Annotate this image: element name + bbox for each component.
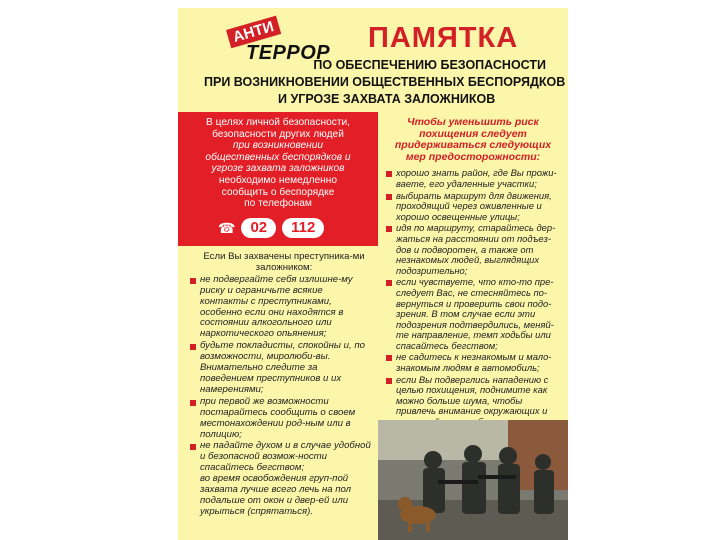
subtitle-line-3: И УГРОЗЕ ЗАХВАТА ЗАЛОЖНИКОВ — [278, 92, 496, 106]
list-item: не падайте духом и в случае удобной и безопасной возмож-ности спасайтесь бегством; — [190, 441, 372, 474]
logo-terror: ТЕРРОР — [246, 42, 331, 64]
list-item: во время освобождения груп-пой захвата лучше всего лечь на пол подальше от окон и двер-ей или укрыться (спрятаться). — [200, 473, 352, 517]
precautions-list — [378, 163, 568, 438]
emergency-box — [178, 112, 378, 246]
emergency-line: при возникновении — [232, 140, 324, 152]
right-column — [378, 112, 568, 438]
memo-poster — [178, 8, 568, 540]
phone-112: 112 — [282, 218, 324, 238]
list-item: не подвергайте себя излишне-му риску и ограничьте всякие контакты с преступниками, особенно если они находятся в состоянии алкогольного или наркотического опьянения; — [190, 275, 372, 340]
special-forces-photo — [378, 420, 568, 540]
list-item: хорошо знать район, где Вы прожи-ваете, его удаленные участки; — [386, 168, 560, 189]
list-item: если Вы подверглись нападению с целью похищения, поднимите как можно больше шума, чтобы привлечь внимание окружающих и — [386, 375, 560, 439]
emergency-line: угрозе захвата заложников — [211, 163, 345, 175]
emergency-line: общественных беспорядков и — [205, 151, 351, 163]
page-title: ПАМЯТКА — [368, 22, 519, 54]
list-item: не садитесь к незнакомым и мало-знакомым людям в автомобиль; — [386, 352, 560, 373]
telephone-icon: ☎ — [218, 219, 236, 236]
emergency-line: необходимо немедленно — [218, 174, 338, 186]
phone-02: 02 — [241, 218, 276, 238]
hostage-instructions — [178, 246, 378, 518]
list-item: выбирать маршрут для движения, проходящий через оживленные и хорошо освещенные улицы; — [386, 191, 560, 223]
emergency-text — [178, 112, 378, 210]
right-heading: Чтобы уменьшить риск похищения следует придерживаться следующих мер предосторожности: — [394, 116, 552, 163]
left-column — [178, 112, 378, 518]
emergency-line: В целях личной безопасности, — [205, 117, 351, 128]
emergency-line: безопасности других людей — [212, 128, 344, 140]
list-item: если чувствуете, что кто-то пре-следует Вас, не стесняйтесь по-вернуться и проверить свои подо-зрения. В том случае если эти подозрения подтвердились, меняй-те направление, темп ходьбы или спасайтесь бегством; — [386, 277, 560, 351]
subtitle-line-2: ПРИ ВОЗНИКНОВЕНИИ ОБЩЕСТВЕННЫХ БЕСПОРЯДКОВ — [204, 75, 566, 89]
logo-anti: АНТИ — [226, 16, 281, 48]
list-item: идя по маршруту, старайтесь дер-жаться на расстоянии от подъез-дов и подворотен, а также от незнакомых людей, выглядящих подозрительно; — [386, 223, 560, 276]
list-item: при первой же возможности постарайтесь сообщить о своем местонахождении род-ным или в полицию; — [190, 397, 372, 441]
emergency-line: сообщить о беспорядке — [221, 186, 335, 198]
anti-terror-logo — [218, 18, 331, 70]
subtitle-line-1: ПО ОБЕСПЕЧЕНИЮ БЕЗОПАСНОСТИ — [313, 58, 546, 72]
hostage-intro: Если Вы захвачены преступника-ми заложником: — [203, 251, 365, 273]
phone-numbers — [218, 218, 324, 238]
list-item: будьте покладисты, спокойны и, по возможности, миролюби-вы. Внимательно следите за поведением преступников и их намерениями; — [190, 341, 372, 396]
emergency-line: по телефонам — [244, 198, 312, 210]
